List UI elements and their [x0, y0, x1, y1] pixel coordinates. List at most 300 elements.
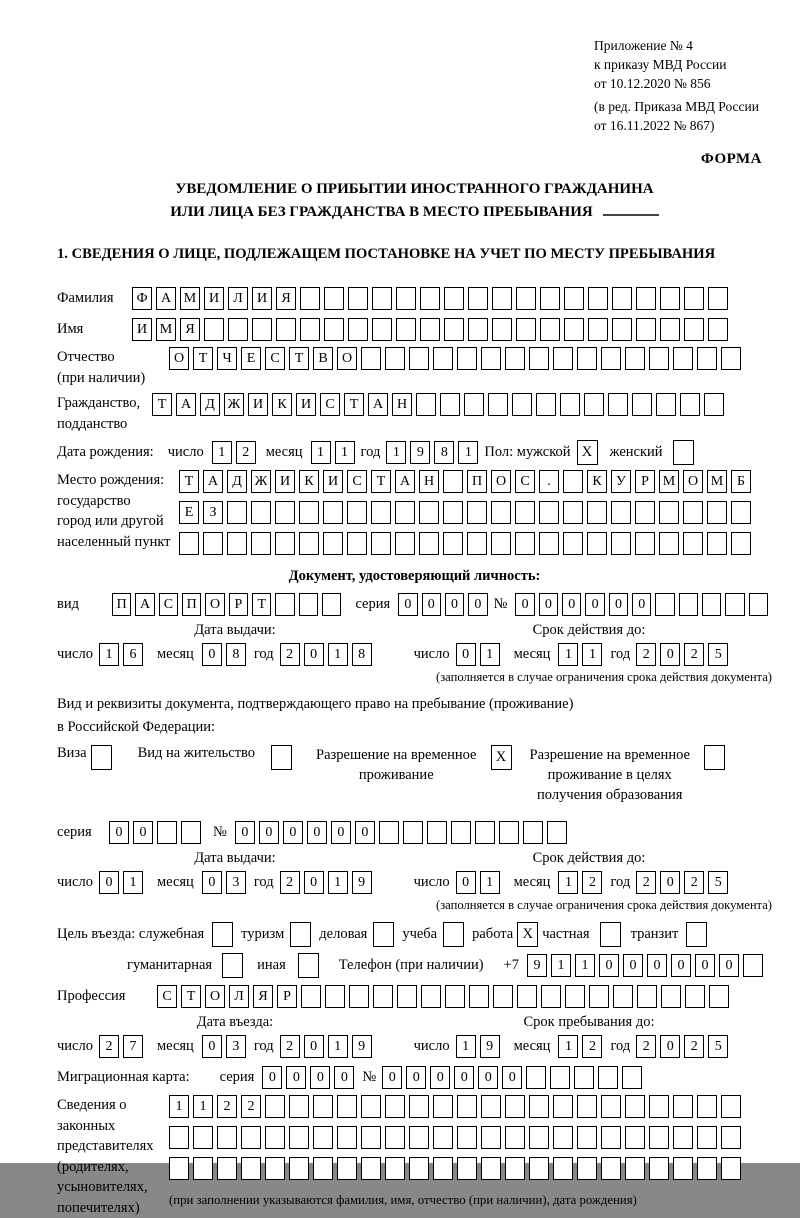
form-cell[interactable]: [451, 821, 471, 844]
form-cell[interactable]: 1: [575, 954, 595, 977]
form-cell[interactable]: [560, 393, 580, 416]
form-cell[interactable]: [708, 318, 728, 341]
form-cell[interactable]: [193, 1126, 213, 1149]
form-cell[interactable]: Я: [180, 318, 200, 341]
form-cell[interactable]: 1: [582, 643, 602, 666]
form-cell[interactable]: [443, 532, 463, 555]
form-cell[interactable]: [526, 1066, 546, 1089]
form-cell[interactable]: [721, 1095, 741, 1118]
form-cell[interactable]: [481, 1126, 501, 1149]
form-cell[interactable]: [679, 593, 698, 616]
form-cell[interactable]: [505, 1095, 525, 1118]
form-cell[interactable]: [564, 318, 584, 341]
form-cell[interactable]: 2: [280, 643, 300, 666]
form-cell[interactable]: [601, 1126, 621, 1149]
purpose-study-checkbox[interactable]: [443, 922, 464, 947]
form-cell[interactable]: [373, 985, 393, 1008]
residence-permit-checkbox[interactable]: [271, 745, 292, 770]
form-cell[interactable]: [731, 532, 751, 555]
form-cell[interactable]: [488, 393, 508, 416]
form-cell[interactable]: [673, 1126, 693, 1149]
form-cell[interactable]: [457, 347, 477, 370]
form-cell[interactable]: 1: [123, 871, 143, 894]
form-cell[interactable]: [673, 347, 693, 370]
form-cell[interactable]: 3: [226, 871, 246, 894]
form-cell[interactable]: [337, 1157, 357, 1180]
form-cell[interactable]: [697, 1157, 717, 1180]
form-cell[interactable]: 0: [468, 593, 487, 616]
form-cell[interactable]: 0: [235, 821, 255, 844]
form-cell[interactable]: Е: [179, 501, 199, 524]
form-cell[interactable]: [265, 1095, 285, 1118]
form-cell[interactable]: 0: [286, 1066, 306, 1089]
form-cell[interactable]: [322, 593, 341, 616]
form-cell[interactable]: [637, 985, 657, 1008]
purpose-private-checkbox[interactable]: [600, 922, 621, 947]
form-cell[interactable]: [523, 821, 543, 844]
form-cell[interactable]: [659, 532, 679, 555]
form-cell[interactable]: [419, 532, 439, 555]
form-cell[interactable]: 0: [406, 1066, 426, 1089]
form-cell[interactable]: [612, 318, 632, 341]
form-cell[interactable]: [505, 1126, 525, 1149]
form-cell[interactable]: [632, 393, 652, 416]
form-cell[interactable]: [577, 1095, 597, 1118]
form-cell[interactable]: [589, 985, 609, 1008]
form-cell[interactable]: [649, 347, 669, 370]
form-cell[interactable]: [721, 1157, 741, 1180]
form-cell[interactable]: [265, 1157, 285, 1180]
form-cell[interactable]: Д: [200, 393, 220, 416]
form-cell[interactable]: [515, 501, 535, 524]
form-cell[interactable]: И: [296, 393, 316, 416]
form-cell[interactable]: [697, 1095, 717, 1118]
form-cell[interactable]: [697, 347, 717, 370]
form-cell[interactable]: [721, 1126, 741, 1149]
form-cell[interactable]: М: [156, 318, 176, 341]
form-cell[interactable]: [709, 985, 729, 1008]
form-cell[interactable]: 0: [202, 643, 222, 666]
form-cell[interactable]: [409, 1095, 429, 1118]
form-cell[interactable]: [467, 501, 487, 524]
form-cell[interactable]: [347, 501, 367, 524]
form-cell[interactable]: [275, 593, 294, 616]
form-cell[interactable]: [697, 1126, 717, 1149]
form-cell[interactable]: [516, 318, 536, 341]
form-cell[interactable]: 0: [609, 593, 628, 616]
form-cell[interactable]: [443, 501, 463, 524]
form-cell[interactable]: А: [203, 470, 223, 493]
form-cell[interactable]: 0: [695, 954, 715, 977]
form-cell[interactable]: 2: [280, 871, 300, 894]
form-cell[interactable]: [468, 318, 488, 341]
form-cell[interactable]: [731, 501, 751, 524]
form-cell[interactable]: [660, 287, 680, 310]
form-cell[interactable]: 1: [551, 954, 571, 977]
form-cell[interactable]: Б: [731, 470, 751, 493]
form-cell[interactable]: 9: [480, 1035, 500, 1058]
purpose-work-checkbox[interactable]: X: [517, 922, 538, 947]
form-cell[interactable]: [516, 287, 536, 310]
form-cell[interactable]: [348, 318, 368, 341]
purpose-business-checkbox[interactable]: [373, 922, 394, 947]
form-cell[interactable]: П: [182, 593, 201, 616]
form-cell[interactable]: Р: [277, 985, 297, 1008]
form-cell[interactable]: Т: [179, 470, 199, 493]
form-cell[interactable]: [433, 1126, 453, 1149]
form-cell[interactable]: [588, 287, 608, 310]
visa-checkbox[interactable]: [91, 745, 112, 770]
form-cell[interactable]: 2: [241, 1095, 261, 1118]
form-cell[interactable]: [443, 470, 463, 493]
form-cell[interactable]: Л: [229, 985, 249, 1008]
form-cell[interactable]: С: [347, 470, 367, 493]
form-cell[interactable]: [529, 1095, 549, 1118]
form-cell[interactable]: [252, 318, 272, 341]
form-cell[interactable]: И: [275, 470, 295, 493]
form-cell[interactable]: 2: [684, 871, 704, 894]
form-cell[interactable]: [563, 501, 583, 524]
form-cell[interactable]: [601, 347, 621, 370]
form-cell[interactable]: 0: [454, 1066, 474, 1089]
form-cell[interactable]: [749, 593, 768, 616]
form-cell[interactable]: 1: [335, 441, 355, 464]
form-cell[interactable]: 1: [480, 871, 500, 894]
form-cell[interactable]: [397, 985, 417, 1008]
form-cell[interactable]: [444, 318, 464, 341]
form-cell[interactable]: [433, 1157, 453, 1180]
form-cell[interactable]: [707, 532, 727, 555]
form-cell[interactable]: 9: [352, 871, 372, 894]
form-cell[interactable]: П: [467, 470, 487, 493]
form-cell[interactable]: [611, 532, 631, 555]
form-cell[interactable]: 1: [456, 1035, 476, 1058]
form-cell[interactable]: [553, 347, 573, 370]
form-cell[interactable]: [649, 1157, 669, 1180]
form-cell[interactable]: [409, 347, 429, 370]
form-cell[interactable]: 0: [304, 643, 324, 666]
form-cell[interactable]: 0: [647, 954, 667, 977]
form-cell[interactable]: [625, 347, 645, 370]
form-cell[interactable]: [673, 1157, 693, 1180]
form-cell[interactable]: 0: [719, 954, 739, 977]
form-cell[interactable]: 1: [311, 441, 331, 464]
form-cell[interactable]: [743, 954, 763, 977]
form-cell[interactable]: [372, 318, 392, 341]
purpose-humanitarian-checkbox[interactable]: [222, 953, 243, 978]
form-cell[interactable]: [457, 1126, 477, 1149]
form-cell[interactable]: [323, 501, 343, 524]
form-cell[interactable]: 2: [636, 643, 656, 666]
form-cell[interactable]: [241, 1126, 261, 1149]
form-cell[interactable]: [517, 985, 537, 1008]
form-cell[interactable]: И: [323, 470, 343, 493]
form-cell[interactable]: 0: [334, 1066, 354, 1089]
form-cell[interactable]: 0: [585, 593, 604, 616]
form-cell[interactable]: [433, 1095, 453, 1118]
form-cell[interactable]: Л: [228, 287, 248, 310]
form-cell[interactable]: А: [395, 470, 415, 493]
form-cell[interactable]: 0: [478, 1066, 498, 1089]
form-cell[interactable]: [529, 1157, 549, 1180]
form-cell[interactable]: [475, 821, 495, 844]
form-cell[interactable]: [505, 347, 525, 370]
purpose-tourism-checkbox[interactable]: [290, 922, 311, 947]
form-cell[interactable]: [349, 985, 369, 1008]
form-cell[interactable]: [660, 318, 680, 341]
form-cell[interactable]: [361, 1095, 381, 1118]
form-cell[interactable]: [565, 985, 585, 1008]
form-cell[interactable]: Н: [392, 393, 412, 416]
form-cell[interactable]: [300, 287, 320, 310]
form-cell[interactable]: [379, 821, 399, 844]
form-cell[interactable]: [539, 532, 559, 555]
form-cell[interactable]: [611, 501, 631, 524]
form-cell[interactable]: Т: [344, 393, 364, 416]
form-cell[interactable]: [655, 593, 674, 616]
form-cell[interactable]: [421, 985, 441, 1008]
form-cell[interactable]: [684, 318, 704, 341]
form-cell[interactable]: [289, 1157, 309, 1180]
form-cell[interactable]: 3: [226, 1035, 246, 1058]
form-cell[interactable]: [251, 532, 271, 555]
purpose-other-checkbox[interactable]: [298, 953, 319, 978]
form-cell[interactable]: [492, 287, 512, 310]
form-cell[interactable]: [649, 1095, 669, 1118]
form-cell[interactable]: А: [368, 393, 388, 416]
form-cell[interactable]: Т: [252, 593, 271, 616]
form-cell[interactable]: [574, 1066, 594, 1089]
form-cell[interactable]: [444, 287, 464, 310]
form-cell[interactable]: И: [204, 287, 224, 310]
form-cell[interactable]: З: [203, 501, 223, 524]
form-cell[interactable]: Т: [193, 347, 213, 370]
form-cell[interactable]: 1: [558, 643, 578, 666]
form-cell[interactable]: [540, 287, 560, 310]
form-cell[interactable]: [577, 347, 597, 370]
form-cell[interactable]: А: [156, 287, 176, 310]
form-cell[interactable]: [613, 985, 633, 1008]
form-cell[interactable]: С: [157, 985, 177, 1008]
form-cell[interactable]: 9: [410, 441, 430, 464]
form-cell[interactable]: [659, 501, 679, 524]
form-cell[interactable]: С: [320, 393, 340, 416]
form-cell[interactable]: 5: [708, 643, 728, 666]
form-cell[interactable]: [505, 1157, 525, 1180]
form-cell[interactable]: 1: [169, 1095, 189, 1118]
form-cell[interactable]: [636, 287, 656, 310]
form-cell[interactable]: [564, 287, 584, 310]
form-cell[interactable]: [491, 532, 511, 555]
form-cell[interactable]: [323, 532, 343, 555]
form-cell[interactable]: С: [515, 470, 535, 493]
form-cell[interactable]: 0: [539, 593, 558, 616]
form-cell[interactable]: [550, 1066, 570, 1089]
form-cell[interactable]: 9: [352, 1035, 372, 1058]
form-cell[interactable]: [361, 347, 381, 370]
form-cell[interactable]: [563, 532, 583, 555]
form-cell[interactable]: О: [683, 470, 703, 493]
form-cell[interactable]: [515, 532, 535, 555]
form-cell[interactable]: К: [299, 470, 319, 493]
form-cell[interactable]: [289, 1095, 309, 1118]
form-cell[interactable]: [499, 821, 519, 844]
form-cell[interactable]: 0: [398, 593, 417, 616]
form-cell[interactable]: [157, 821, 177, 844]
form-cell[interactable]: [217, 1126, 237, 1149]
form-cell[interactable]: .: [539, 470, 559, 493]
form-cell[interactable]: М: [180, 287, 200, 310]
form-cell[interactable]: [683, 501, 703, 524]
form-cell[interactable]: Т: [371, 470, 391, 493]
form-cell[interactable]: 0: [331, 821, 351, 844]
form-cell[interactable]: О: [205, 593, 224, 616]
form-cell[interactable]: [348, 287, 368, 310]
form-cell[interactable]: [553, 1157, 573, 1180]
form-cell[interactable]: [721, 347, 741, 370]
form-cell[interactable]: [491, 501, 511, 524]
form-cell[interactable]: [276, 318, 296, 341]
form-cell[interactable]: [227, 532, 247, 555]
form-cell[interactable]: Р: [229, 593, 248, 616]
form-cell[interactable]: 0: [671, 954, 691, 977]
form-cell[interactable]: [371, 501, 391, 524]
form-cell[interactable]: Ф: [132, 287, 152, 310]
form-cell[interactable]: 0: [515, 593, 534, 616]
form-cell[interactable]: [324, 318, 344, 341]
form-cell[interactable]: 0: [307, 821, 327, 844]
form-cell[interactable]: [301, 985, 321, 1008]
form-cell[interactable]: 7: [123, 1035, 143, 1058]
form-cell[interactable]: А: [176, 393, 196, 416]
form-cell[interactable]: К: [272, 393, 292, 416]
form-cell[interactable]: [227, 501, 247, 524]
form-cell[interactable]: 2: [217, 1095, 237, 1118]
form-cell[interactable]: [680, 393, 700, 416]
form-cell[interactable]: 1: [212, 441, 232, 464]
form-cell[interactable]: [598, 1066, 618, 1089]
form-cell[interactable]: [299, 501, 319, 524]
form-cell[interactable]: 0: [456, 643, 476, 666]
form-cell[interactable]: 0: [430, 1066, 450, 1089]
form-cell[interactable]: И: [248, 393, 268, 416]
form-cell[interactable]: [372, 287, 392, 310]
form-cell[interactable]: [324, 287, 344, 310]
form-cell[interactable]: 0: [632, 593, 651, 616]
form-cell[interactable]: 8: [226, 643, 246, 666]
form-cell[interactable]: 0: [456, 871, 476, 894]
form-cell[interactable]: [588, 318, 608, 341]
form-cell[interactable]: О: [169, 347, 189, 370]
form-cell[interactable]: [467, 532, 487, 555]
form-cell[interactable]: 0: [283, 821, 303, 844]
form-cell[interactable]: [433, 347, 453, 370]
form-cell[interactable]: [181, 821, 201, 844]
female-checkbox[interactable]: [673, 440, 694, 465]
form-cell[interactable]: 8: [352, 643, 372, 666]
form-cell[interactable]: [251, 501, 271, 524]
form-cell[interactable]: 0: [355, 821, 375, 844]
form-cell[interactable]: Р: [635, 470, 655, 493]
form-cell[interactable]: [193, 1157, 213, 1180]
form-cell[interactable]: [608, 393, 628, 416]
form-cell[interactable]: [385, 1126, 405, 1149]
temp-residence-education-checkbox[interactable]: [704, 745, 725, 770]
form-cell[interactable]: [361, 1157, 381, 1180]
form-cell[interactable]: [457, 1095, 477, 1118]
form-cell[interactable]: [553, 1126, 573, 1149]
form-cell[interactable]: 0: [562, 593, 581, 616]
purpose-transit-checkbox[interactable]: [686, 922, 707, 947]
form-cell[interactable]: [385, 1095, 405, 1118]
form-cell[interactable]: 2: [582, 871, 602, 894]
form-cell[interactable]: 0: [304, 1035, 324, 1058]
form-cell[interactable]: [420, 318, 440, 341]
form-cell[interactable]: 1: [328, 1035, 348, 1058]
form-cell[interactable]: [300, 318, 320, 341]
form-cell[interactable]: 1: [193, 1095, 213, 1118]
form-cell[interactable]: 2: [582, 1035, 602, 1058]
form-cell[interactable]: [361, 1126, 381, 1149]
form-cell[interactable]: [661, 985, 681, 1008]
form-cell[interactable]: 1: [480, 643, 500, 666]
form-cell[interactable]: [625, 1095, 645, 1118]
form-cell[interactable]: [409, 1126, 429, 1149]
form-cell[interactable]: [636, 318, 656, 341]
form-cell[interactable]: Т: [181, 985, 201, 1008]
form-cell[interactable]: [529, 1126, 549, 1149]
form-cell[interactable]: [612, 287, 632, 310]
form-cell[interactable]: [622, 1066, 642, 1089]
form-cell[interactable]: [704, 393, 724, 416]
form-cell[interactable]: [265, 1126, 285, 1149]
form-cell[interactable]: [547, 821, 567, 844]
form-cell[interactable]: [635, 501, 655, 524]
form-cell[interactable]: [169, 1157, 189, 1180]
form-cell[interactable]: [395, 501, 415, 524]
form-cell[interactable]: И: [132, 318, 152, 341]
form-cell[interactable]: [683, 532, 703, 555]
form-cell[interactable]: [337, 1126, 357, 1149]
male-checkbox[interactable]: X: [577, 440, 598, 465]
form-cell[interactable]: [396, 287, 416, 310]
form-cell[interactable]: 2: [280, 1035, 300, 1058]
form-cell[interactable]: [529, 347, 549, 370]
form-cell[interactable]: Т: [152, 393, 172, 416]
form-cell[interactable]: [325, 985, 345, 1008]
form-cell[interactable]: 2: [636, 871, 656, 894]
form-cell[interactable]: [313, 1095, 333, 1118]
form-cell[interactable]: А: [135, 593, 154, 616]
form-cell[interactable]: 1: [328, 871, 348, 894]
form-cell[interactable]: У: [611, 470, 631, 493]
form-cell[interactable]: Е: [241, 347, 261, 370]
form-cell[interactable]: [427, 821, 447, 844]
form-cell[interactable]: И: [252, 287, 272, 310]
form-cell[interactable]: 0: [262, 1066, 282, 1089]
form-cell[interactable]: [601, 1095, 621, 1118]
form-cell[interactable]: 0: [133, 821, 153, 844]
form-cell[interactable]: [493, 985, 513, 1008]
form-cell[interactable]: [539, 501, 559, 524]
form-cell[interactable]: [649, 1126, 669, 1149]
form-cell[interactable]: [457, 1157, 477, 1180]
form-cell[interactable]: 1: [99, 643, 119, 666]
form-cell[interactable]: [512, 393, 532, 416]
form-cell[interactable]: [385, 347, 405, 370]
form-cell[interactable]: [577, 1157, 597, 1180]
form-cell[interactable]: П: [112, 593, 131, 616]
